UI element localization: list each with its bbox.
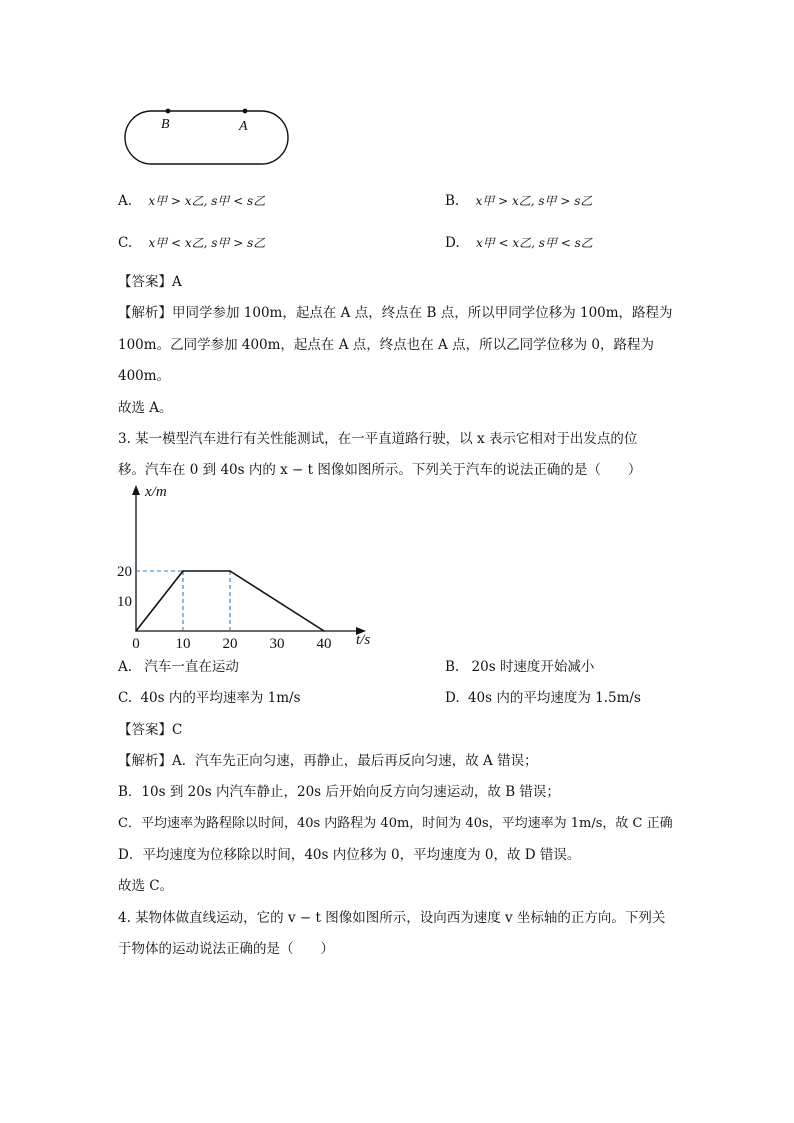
option-letter: A. — [118, 193, 133, 209]
x-tick-label: 30 — [269, 636, 285, 650]
q2-analysis-line-1: 【解析】甲同学参加 100m，起点在 A 点，终点在 B 点，所以甲同学位移为 100m，路程为 — [118, 305, 673, 321]
y-tick-label: 20 — [117, 564, 132, 580]
point-b-dot — [166, 109, 171, 114]
q2-option-b — [445, 192, 592, 209]
q2-option-c — [118, 234, 265, 251]
option-letter: A. — [118, 659, 133, 675]
option-letter: C. — [118, 235, 133, 251]
point-a-label: A — [239, 119, 248, 134]
option-letter: C. — [118, 690, 133, 706]
option-expr: x甲 < x乙, s甲 < s乙 — [475, 236, 593, 250]
x-axis-label: t/s — [356, 632, 371, 648]
x-tick-label: 10 — [175, 636, 191, 650]
q2-analysis-line-2: 100m。乙同学参加 400m，起点在 A 点，终点也在 A 点，所以乙同学位移为 0，路程为 — [118, 337, 654, 353]
series-segment — [230, 571, 324, 631]
point-a-dot — [243, 109, 248, 114]
q2-choose: 故选 A。 — [118, 400, 173, 416]
q3-analysis-line-4: D．平均速度为位移除以时间，40s 内位移为 0，平均速度为 0，故 D 错误。 — [118, 847, 581, 863]
q4-stem-line-2: 于物体的运动说法正确的是（ ） — [118, 941, 334, 957]
q3-option-a — [118, 655, 239, 675]
series-segment — [136, 571, 183, 631]
q3-stem-line-1: 3. 某一模型汽车进行有关性能测试，在一平直道路行驶，以 x 表示它相对于出发点的位 — [118, 431, 638, 447]
option-letter: B. — [445, 659, 460, 675]
x-tick-label: 0 — [132, 636, 140, 650]
q3-analysis-line-3: C．平均速率为路程除以时间，40s 内路程为 40m，时间为 40s，平均速率为 1m/s，故 C 正确 — [118, 816, 673, 831]
q3-answer: 【答案】C — [118, 722, 183, 738]
q3-option-c — [118, 686, 301, 706]
point-b-label: B — [161, 117, 170, 132]
q2-option-a — [118, 192, 265, 209]
q2-answer: 【答案】A — [118, 274, 182, 290]
xt-chart — [110, 476, 390, 650]
option-text: 40s 内的平均速率为 1m/s — [140, 690, 301, 706]
x-tick-label: 40 — [316, 636, 332, 650]
option-text: 汽车一直在运动 — [144, 659, 239, 675]
option-expr: x甲 > x乙, s甲 > s乙 — [475, 194, 593, 208]
q3-choose: 故选 C。 — [118, 878, 174, 894]
option-expr: x甲 > x乙, s甲 < s乙 — [148, 194, 266, 208]
y-tick-label: 10 — [117, 594, 132, 610]
q3-option-b — [445, 655, 594, 675]
q3-analysis-line-2: B．10s 到 20s 内汽车静止，20s 后开始向反方向匀速运动，故 B 错误； — [118, 784, 560, 800]
track-loop — [125, 111, 288, 164]
option-expr: x甲 < x乙, s甲 > s乙 — [148, 236, 266, 250]
q3-option-d — [445, 686, 641, 706]
x-tick-label: 20 — [222, 636, 238, 650]
y-axis-label: x/m — [145, 484, 167, 500]
q2-analysis-line-3: 400m。 — [118, 368, 171, 384]
y-axis-arrow — [132, 485, 140, 495]
option-text: 20s 时速度开始减小 — [471, 659, 595, 675]
option-letter: B. — [445, 193, 460, 209]
option-letter: D. — [445, 235, 460, 251]
option-letter: D. — [445, 690, 460, 706]
q3-stem-line-2: 移。汽车在 0 到 40s 内的 x − t 图像如图所示。下列关于汽车的说法正确的是（ ） — [118, 462, 642, 478]
option-text: 40s 内的平均速度为 1.5m/s — [467, 690, 641, 706]
q2-option-d — [445, 234, 593, 251]
q4-stem-line-1: 4. 某物体做直线运动，它的 v − t 图像如图所示，设向西为速度 v 坐标轴的正方向。下列关 — [118, 910, 666, 926]
track-figure — [118, 100, 298, 172]
q3-analysis-line-1: 【解析】A．汽车先正向匀速，再静止，最后再反向匀速，故 A 错误； — [118, 753, 538, 769]
